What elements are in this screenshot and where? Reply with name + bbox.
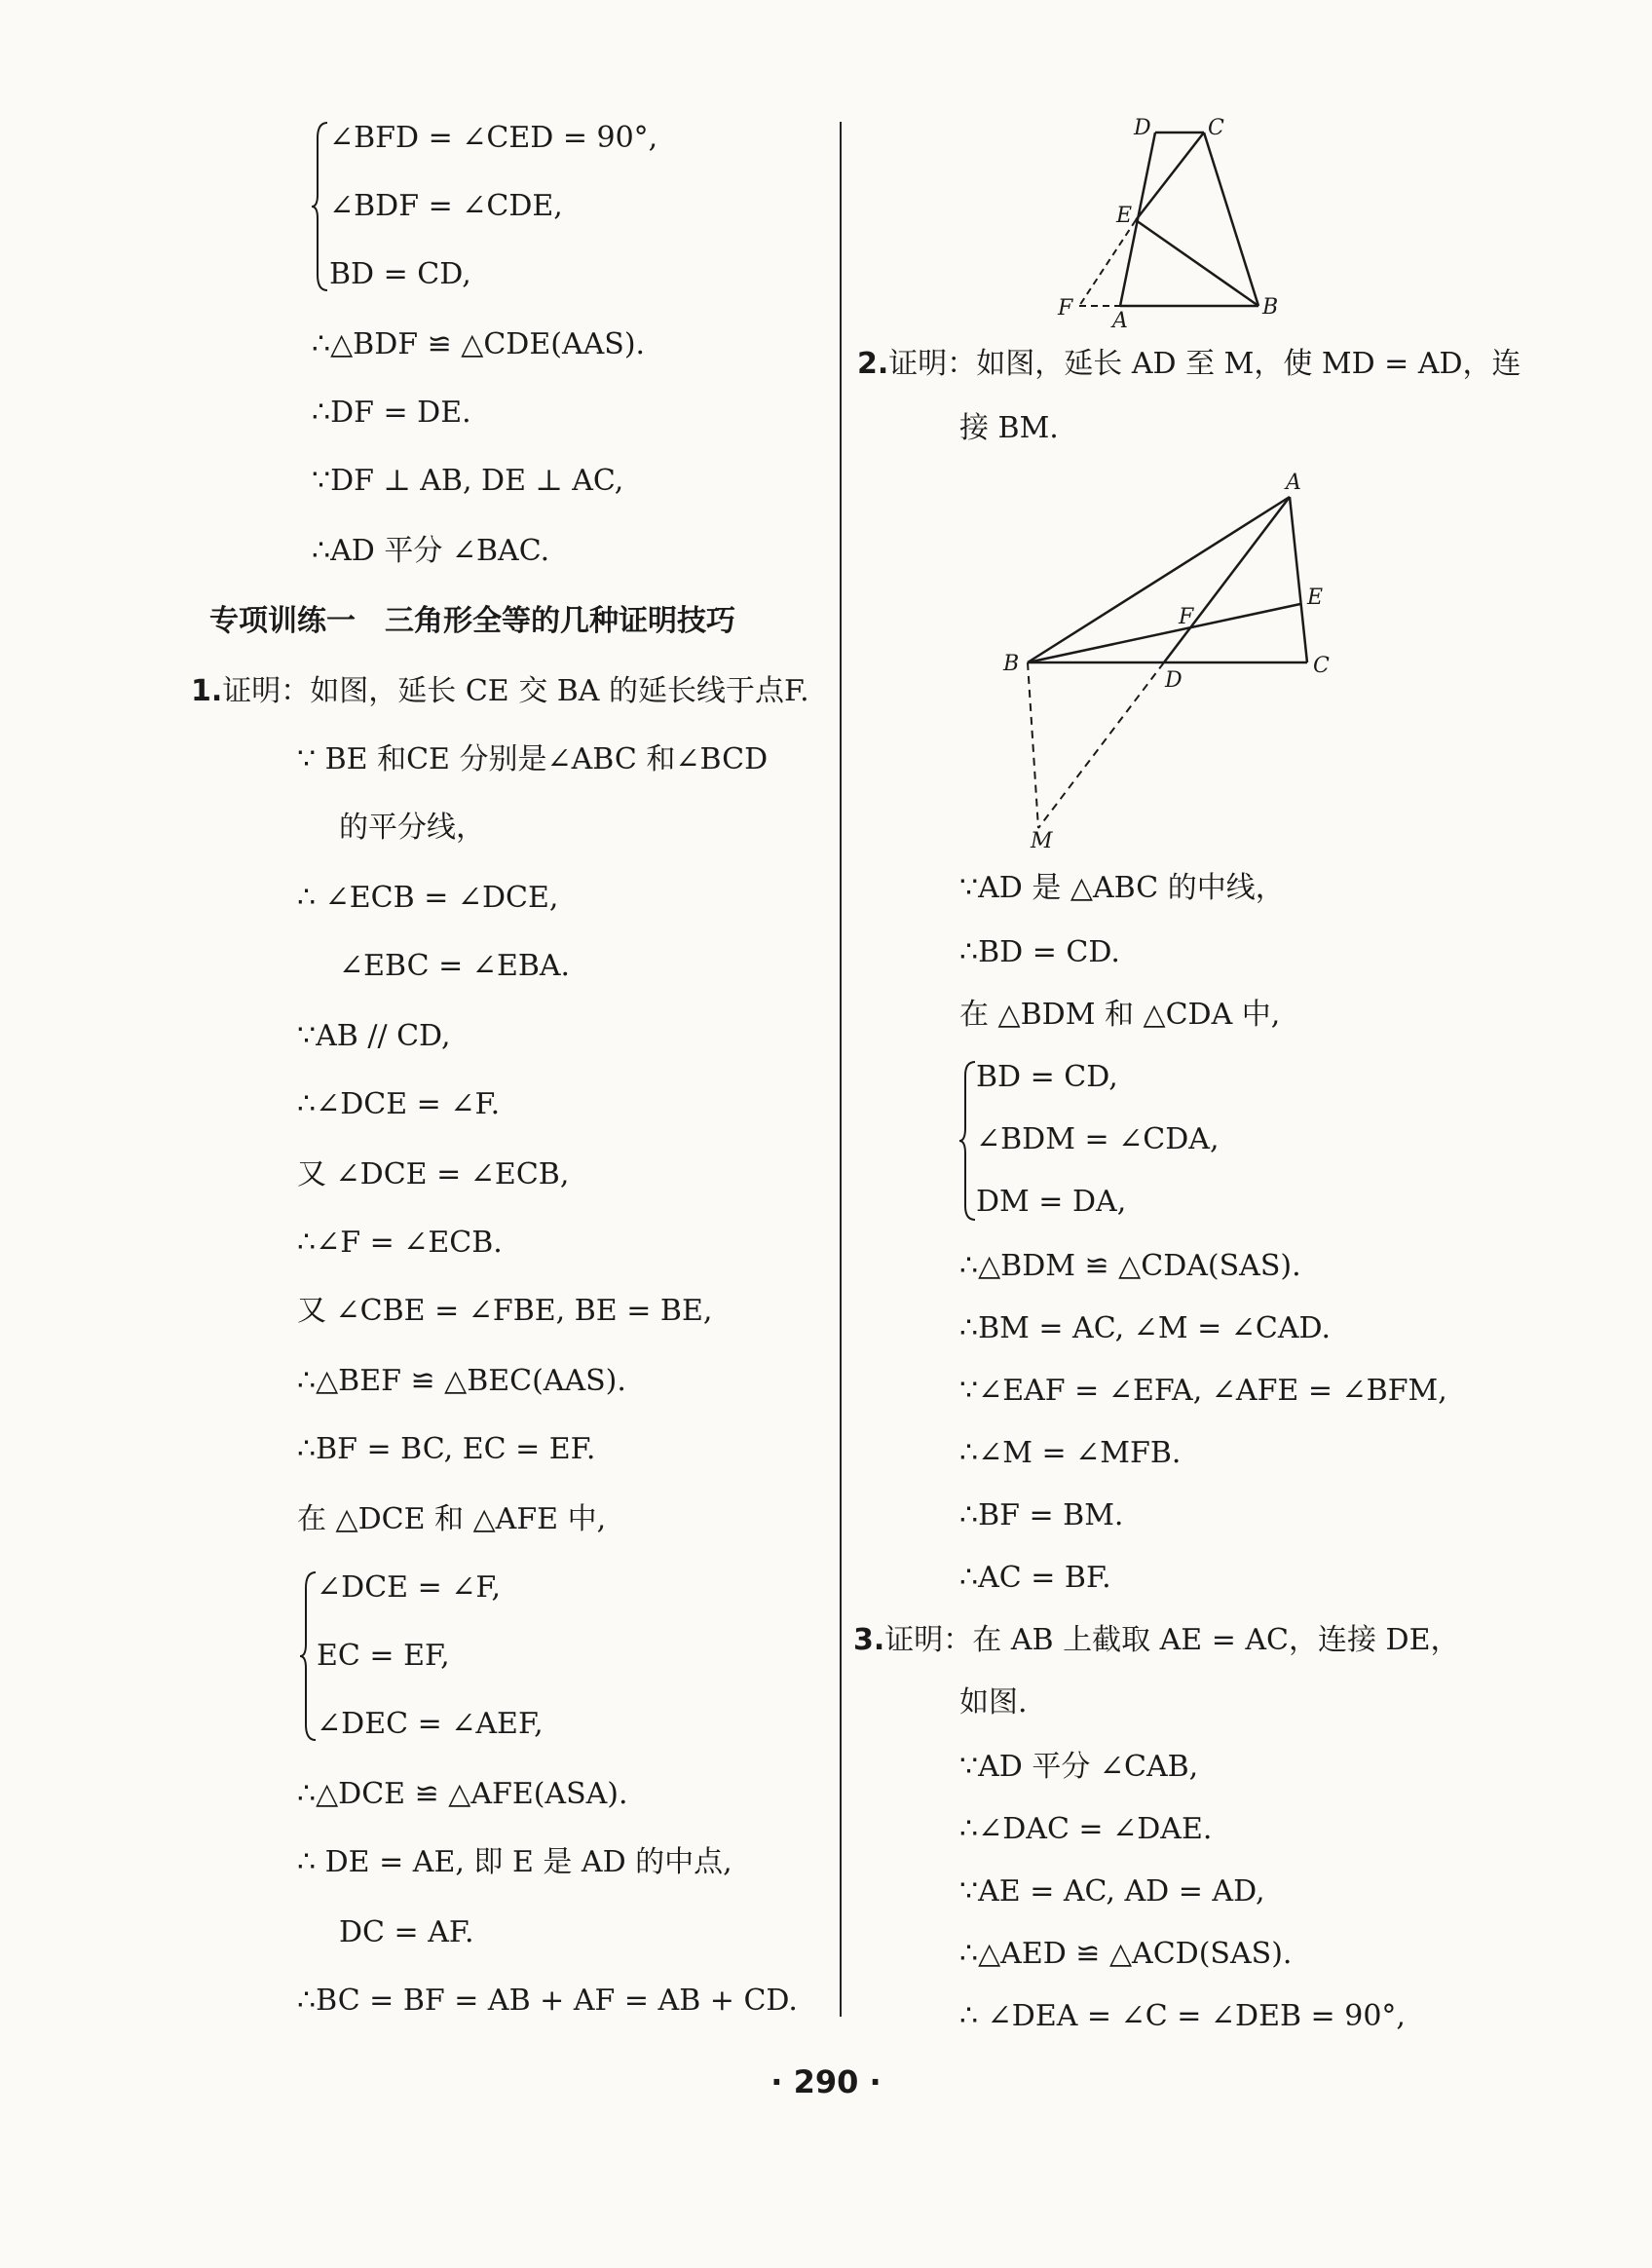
right-line-13: ∵AD 平分 ∠CAB, — [959, 1750, 1199, 1784]
problem-1-text: 证明：如图，延长 CE 交 BA 的延长线于点F. — [222, 674, 809, 708]
right-line-11: ∴BF = BM. — [959, 1498, 1124, 1532]
left-line-07: ∴AD 平分 ∠BAC. — [312, 534, 550, 568]
right-line-17: ∴ ∠DEA = ∠C = ∠DEB = 90°, — [959, 1999, 1406, 2033]
fig2-label-C: C — [1313, 654, 1330, 678]
left-line-05: ∴DF = DE. — [312, 396, 471, 430]
problem-3-text: 证明：在 AB 上截取 AE = AC，连接 DE， — [884, 1623, 1460, 1657]
left-line-21: EC = EF, — [317, 1639, 450, 1673]
left-line-03: BD = CD, — [329, 257, 471, 291]
right-line-12: ∴AC = BF. — [959, 1561, 1111, 1595]
left-line-23: ∴△DCE ≌ △AFE(ASA). — [297, 1777, 628, 1811]
left-line-19: 在 △DCE 和 △AFE 中, — [297, 1502, 607, 1536]
fig2-label-F: F — [1179, 605, 1194, 629]
section-heading: 专项训练一 三角形全等的几种证明技巧 — [209, 604, 735, 638]
left-line-11: ∠EBC = ∠EBA. — [339, 949, 571, 983]
left-line-18: ∴BF = BC, EC = EF. — [297, 1432, 596, 1466]
figure-1 — [1052, 115, 1305, 333]
left-line-01: ∠BFD = ∠CED = 90°, — [329, 121, 658, 155]
right-line-04: BD = CD, — [976, 1060, 1118, 1094]
left-line-22: ∠DEC = ∠AEF, — [317, 1707, 544, 1741]
left-line-08: ∵ BE 和CE 分别是∠ABC 和∠BCD — [297, 742, 769, 776]
left-line-17: ∴△BEF ≌ △BEC(AAS). — [297, 1364, 626, 1398]
fig2-label-E: E — [1307, 586, 1324, 610]
fig2-label-D: D — [1165, 668, 1183, 693]
fig1-label-C: C — [1208, 116, 1224, 140]
left-line-24: ∴ DE = AE, 即 E 是 AD 的中点, — [297, 1845, 732, 1879]
fig2-label-A: A — [1286, 471, 1301, 495]
figure-2 — [1003, 468, 1364, 853]
right-line-08: ∴BM = AC, ∠M = ∠CAD. — [959, 1311, 1332, 1345]
problem-2-text: 证明：如图，延长 AD 至 M，使 MD = AD，连 — [888, 347, 1521, 381]
right-line-03: 在 △BDM 和 △CDA 中, — [959, 998, 1281, 1032]
left-line-02: ∠BDF = ∠CDE, — [329, 189, 563, 223]
problem-3-title — [853, 1621, 1459, 1660]
fig2-label-B: B — [1003, 652, 1020, 676]
problem-3-cont: 如图. — [959, 1685, 1028, 1720]
left-line-13: ∴∠DCE = ∠F. — [297, 1087, 501, 1121]
fig1-label-D: D — [1134, 116, 1151, 140]
right-line-16: ∴△AED ≌ △ACD(SAS). — [959, 1937, 1293, 1971]
left-line-16: 又 ∠CBE = ∠FBE, BE = BE, — [297, 1294, 713, 1328]
left-line-15: ∴∠F = ∠ECB. — [297, 1226, 503, 1260]
column-divider — [840, 122, 842, 2017]
problem-1-number: 1. — [191, 674, 223, 708]
problem-2-number: 2. — [857, 347, 889, 381]
page-number: · 290 · — [770, 2063, 882, 2100]
problem-2-cont: 接 BM. — [959, 411, 1059, 445]
right-line-15: ∵AE = AC, AD = AD, — [959, 1874, 1265, 1909]
left-line-04: ∴△BDF ≌ △CDE(AAS). — [312, 327, 646, 361]
right-line-07: ∴△BDM ≌ △CDA(SAS). — [959, 1249, 1301, 1283]
fig1-label-E: E — [1116, 204, 1133, 228]
right-line-14: ∴∠DAC = ∠DAE. — [959, 1812, 1213, 1846]
problem-1-title — [191, 672, 809, 711]
problem-2-title — [857, 345, 1521, 384]
fig1-label-F: F — [1058, 296, 1073, 321]
fig2-label-M: M — [1031, 829, 1053, 853]
right-line-02: ∴BD = CD. — [959, 935, 1120, 969]
left-line-14: 又 ∠DCE = ∠ECB, — [297, 1157, 570, 1191]
fig1-label-A: A — [1112, 309, 1128, 333]
left-line-25: DC = AF. — [339, 1915, 474, 1949]
left-line-26: ∴BC = BF = AB + AF = AB + CD. — [297, 1984, 798, 2018]
right-line-01: ∵AD 是 △ABC 的中线， — [959, 871, 1285, 905]
left-line-06: ∵DF ⊥ AB, DE ⊥ AC, — [312, 464, 624, 498]
left-line-20: ∠DCE = ∠F, — [317, 1570, 502, 1605]
brace-right-1 — [957, 1058, 977, 1224]
brace-left-1 — [310, 119, 329, 294]
right-line-10: ∴∠M = ∠MFB. — [959, 1436, 1182, 1470]
right-line-09: ∵∠EAF = ∠EFA, ∠AFE = ∠BFM, — [959, 1374, 1447, 1408]
problem-3-number: 3. — [853, 1623, 885, 1657]
fig1-label-B: B — [1262, 295, 1279, 320]
brace-left-2 — [298, 1569, 318, 1744]
right-line-06: DM = DA, — [976, 1185, 1127, 1219]
left-line-12: ∵AB // CD, — [297, 1019, 451, 1053]
right-line-05: ∠BDM = ∠CDA, — [976, 1122, 1220, 1156]
left-line-09: 的平分线， — [339, 811, 485, 845]
left-line-10: ∴ ∠ECB = ∠DCE, — [297, 881, 559, 915]
